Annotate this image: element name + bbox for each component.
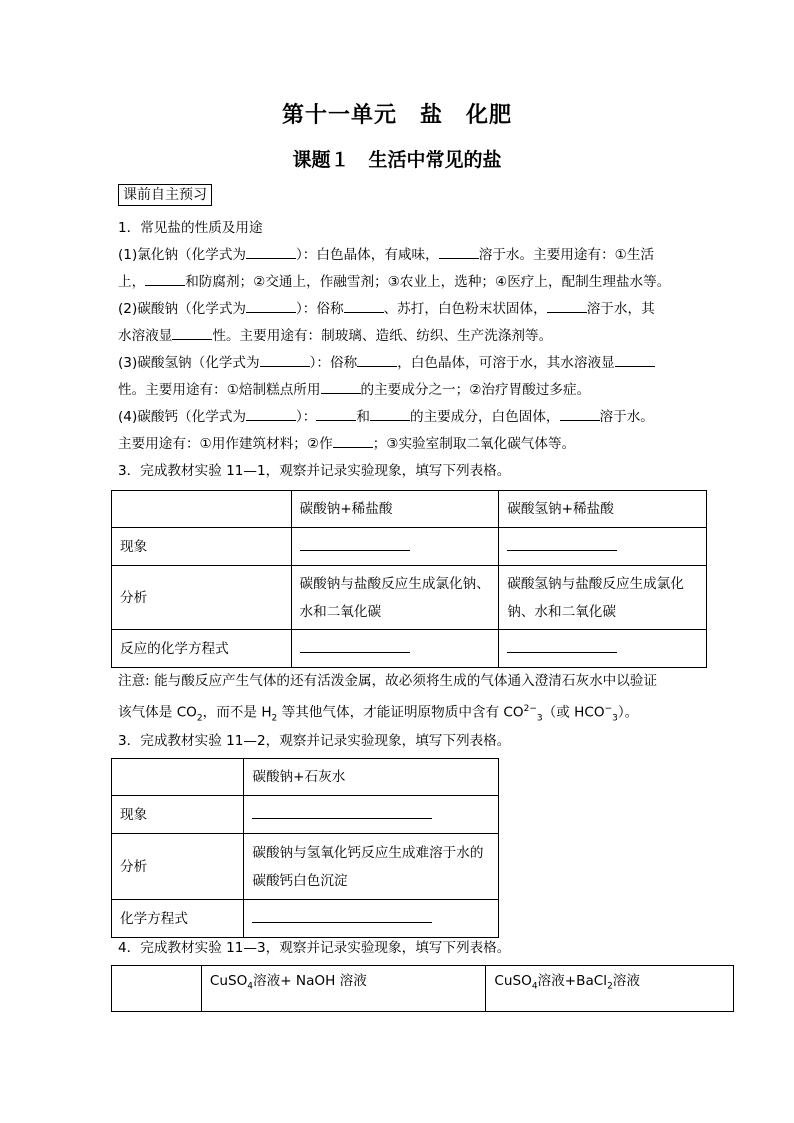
- unit-title: 第十一单元 盐 化肥: [281, 103, 512, 128]
- lesson-title: 课题１ 生活中常见的盐: [292, 149, 502, 171]
- q1-para1-line2: 上， 和防腐剂；②交通上，作融雪剂；③农业上，选种；④医疗上，配制生理盐水等。: [118, 274, 671, 290]
- answer-blank[interactable]: [615, 353, 655, 367]
- analysis-text: 碳酸钠与氢氧化钙反应生成难溶于水的: [252, 844, 484, 861]
- q1-para1-line1: (1)氯化钠（化学式为 ）：白色晶体，有咸味， 溶于水。主要用途有：①生活: [118, 247, 655, 263]
- analysis-text: 水和二氧化碳: [299, 603, 382, 620]
- table-header: CuSO$_4$溶液+ NaOH 溶液: [201, 966, 486, 1012]
- row-label-phenomenon: 现象: [112, 528, 292, 566]
- answer-blank[interactable]: [252, 804, 432, 819]
- table-header: 碳酸氢钠+稀盐酸: [499, 491, 707, 528]
- answer-blank[interactable]: [246, 299, 296, 313]
- q1-heading: 1．常见盐的性质及用途: [118, 220, 263, 236]
- section-label: 课前自主预习: [118, 184, 212, 206]
- table-header: 碳酸钠+石灰水: [244, 759, 499, 796]
- answer-blank[interactable]: [300, 638, 410, 653]
- answer-blank[interactable]: [300, 536, 410, 551]
- row-label-analysis: 分析: [112, 566, 292, 630]
- answer-blank[interactable]: [246, 407, 296, 421]
- q1-para2-line2: 水溶液显 性。主要用途有：制玻璃、造纸、纺织、生产洗涤剂等。: [118, 328, 553, 344]
- experiment-table-11-3: [111, 965, 734, 1012]
- note-line1: 注意: 能与酸反应产生气体的还有活泼金属，故必须将生成的气体通入澄清石灰水中以验证: [118, 673, 658, 689]
- table-header: CuSO$_4$溶液+BaCl$_2$溶液: [486, 966, 734, 1012]
- analysis-text: 碳酸钙白色沉淀: [252, 872, 348, 889]
- answer-blank[interactable]: [560, 407, 600, 421]
- q3a-heading: 3．完成教材实验 11—1，观察并记录实验现象，填写下列表格。: [118, 463, 511, 479]
- answer-blank[interactable]: [260, 353, 310, 367]
- answer-blank[interactable]: [357, 353, 397, 367]
- answer-blank[interactable]: [333, 434, 373, 448]
- q1-para2-line1: (2)碳酸钠（化学式为 ）：俗称 、苏打，白色粉末状固体， 溶于水，其: [118, 301, 655, 317]
- table-header: 碳酸钠+稀盐酸: [291, 491, 499, 528]
- q1-para4-line1: (4)碳酸钙（化学式为 ）： 和 的主要成分，白色固体， 溶于水。: [118, 409, 654, 425]
- answer-blank[interactable]: [172, 326, 212, 340]
- table-cell-empty: [112, 966, 202, 1012]
- experiment-table-11-1: [111, 490, 707, 668]
- table-cell-empty: [112, 491, 292, 528]
- answer-blank[interactable]: [507, 536, 617, 551]
- experiment-table-11-2: [111, 758, 499, 938]
- answer-blank[interactable]: [321, 380, 361, 394]
- answer-blank[interactable]: [344, 299, 384, 313]
- table-cell-empty: [112, 759, 244, 796]
- answer-blank[interactable]: [439, 245, 479, 259]
- row-label-analysis: 分析: [112, 834, 244, 900]
- analysis-text: 钠、水和二氧化碳: [507, 603, 616, 620]
- answer-blank[interactable]: [246, 245, 296, 259]
- row-label-phenomenon: 现象: [112, 796, 244, 834]
- row-label-equation: 反应的化学方程式: [112, 630, 292, 668]
- note-line2: 该气体是 $CO_2$，而不是 $H_2$ 等其他气体，才能证明原物质中含有 $CO^{2-}_3$（或 $HCO^-_3$）。: [118, 704, 639, 724]
- q1-para3-line1: (3)碳酸氢钠（化学式为 ）：俗称 ，白色晶体，可溶于水，其水溶液显: [118, 353, 655, 373]
- q1-para4-line2: 主要用途有：①用作建筑材料；②作 ；③实验室制取二氧化碳气体等。: [118, 436, 576, 452]
- answer-blank[interactable]: [145, 272, 185, 286]
- answer-blank[interactable]: [547, 299, 587, 313]
- row-label-equation: 化学方程式: [112, 900, 244, 938]
- answer-blank[interactable]: [370, 407, 410, 421]
- q4-heading: 4．完成教材实验 11—3，观察并记录实验现象，填写下列表格。: [118, 940, 511, 956]
- answer-blank[interactable]: [252, 908, 432, 923]
- analysis-text: 碳酸钠与盐酸反应生成氯化钠、: [299, 575, 490, 592]
- q1-para3-line2: 性。主要用途有：①焙制糕点所用 的主要成分之一；②治疗胃酸过多症。: [118, 382, 591, 398]
- analysis-text: 碳酸氢钠与盐酸反应生成氯化: [507, 575, 684, 592]
- answer-blank[interactable]: [316, 407, 356, 421]
- q3b-heading: 3．完成教材实验 11—2，观察并记录实验现象，填写下列表格。: [118, 733, 511, 749]
- answer-blank[interactable]: [507, 638, 617, 653]
